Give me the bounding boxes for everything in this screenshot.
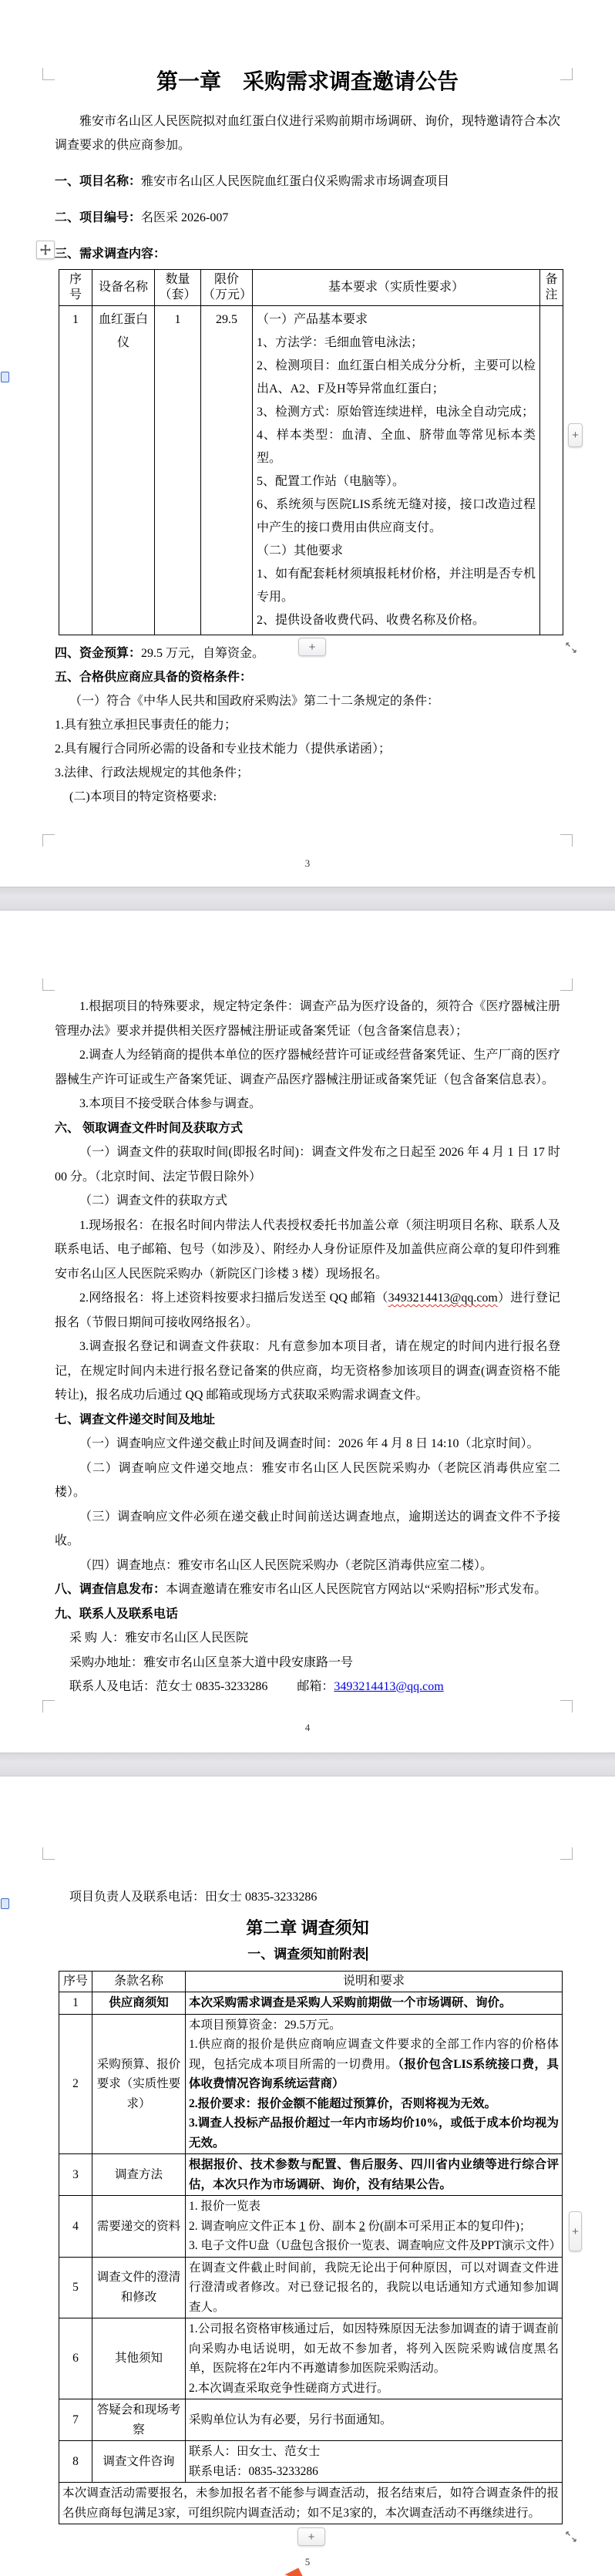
consult-contact: 联系人：田女士、范女士 (189, 2445, 321, 2458)
project-number-line (55, 206, 560, 230)
section6-item1: （一）调查文件的获取时间(即报名时间)：调查文件发布之日起至 2026 年 4 月 1 日 17 时 00 分。（北京时间、法定节假日除外） (55, 1146, 560, 1184)
cell-clause: 供应商须知 (92, 1992, 186, 2015)
buyer-line: 采 购 人：雅安市名山区人民医院 (69, 1631, 249, 1645)
header-qty: 数量（套） (155, 270, 201, 306)
cell-description (186, 2318, 563, 2399)
cell-seq: 1 (59, 306, 92, 635)
table-resize-handle[interactable] (563, 2529, 579, 2544)
table-row (59, 2441, 563, 2483)
cell-description: 在调查文件截止时间前，我院无论出于何种原因，可以对调查文件进行澄清或者修改。对已登记报名的，我院以电话通知方式通知参加调查人。 (186, 2257, 563, 2318)
header-clause: 条款名称 (92, 1972, 186, 1992)
qq-email-text: 3493214413@qq.com (388, 1291, 498, 1305)
resize-icon (565, 2531, 577, 2543)
condition-a2: 2.具有履行合同所必需的设备和专业技术能力（提供承诺函）； (55, 742, 392, 756)
insert-column-button[interactable] (569, 2211, 582, 2251)
header-price: 限价（万元） (201, 270, 253, 306)
budget-value: 29.5 万元，自筹资金。 (141, 647, 265, 660)
cell-clause: 其他须知 (92, 2318, 186, 2399)
condition-b: (二)本项目的特定资格要求: (69, 790, 217, 803)
cell-seq: 1 (59, 1992, 92, 2015)
requirement-line: 4、样本类型：血清、全血、脐带血等常见标本类型。 (257, 429, 536, 465)
onsite-registration: 1.现场报名：在报名时间内带法人代表授权委托书加盖公章（须注明项目名称、联系人及联系电话、电子邮箱、包号（如涉及）、附经办人身份证原件及加盖供应商公章的复印件到雅安市名山区人民医院采购办（新院区门诊楼 3 楼）现场报名。 (55, 1218, 560, 1281)
insert-row-button[interactable] (298, 638, 326, 656)
condition-a: （一）符合《中华人民共和国政府采购法》第二十二条规定的条件： (69, 695, 440, 708)
page-number: 3 (304, 857, 311, 869)
condition-a3: 3.法律、行政法规规定的其他条件； (55, 766, 250, 780)
table-row (59, 1992, 563, 2015)
contact-line: 联系人及电话：范女士 0835-3233286 邮箱：3493214413@qq.com (69, 1680, 444, 1693)
condition-a1: 1.具有独立承担民事责任的能力； (55, 719, 237, 732)
price-rule-1: 1.供应商的报价是供应商响应调查文件要求的全部工作内容的价格体现，包括完成本项目所需的一切费用。（报价包含LIS系统接口费，具体收费情况咨询系统运营商） (189, 2038, 559, 2090)
crop-mark (560, 1700, 573, 1712)
page-1 (0, 0, 615, 887)
table-row (59, 2399, 563, 2441)
section7-item3: （三）调查响应文件必须在递交截止时间前送达调查地点，逾期送达的调查文件不予接收。 (55, 1510, 560, 1547)
special-condition-2: 2.调查人为经销商的提供本单位的医疗器械经营许可证或经营备案凭证、生产厂商的医疗器械生产许可证或生产备案凭证、调查产品医疗器械注册证或备案凭证（包含备案信息表）。 (55, 1049, 560, 1086)
page-2 (0, 911, 615, 1753)
crop-mark (560, 1847, 573, 1860)
header-description: 说明和要求 (186, 1972, 563, 1992)
project-leader-line: 项目负责人及联系电话：田女士 0835-3233286 (69, 1891, 318, 1904)
cell-seq: 6 (59, 2318, 92, 2399)
margin-bookmark-icon[interactable] (1, 1898, 9, 1909)
special-condition-3: 3.本项目不接受联合体参与调查。 (79, 1097, 262, 1110)
cell-requirements (253, 306, 540, 635)
cell-clause: 调查文件咨询 (92, 2441, 186, 2483)
crop-mark (560, 834, 573, 847)
pre-table-subtitle: 一、调查须知前附表 (55, 1945, 560, 1965)
cell-description: 根据报价、技术参数与配置、售后服务、四川省内业绩等进行综合评估，本次只作为市场调研、询价，没有结果公告。 (186, 2154, 563, 2196)
table-row (59, 306, 563, 635)
table-row (59, 2257, 563, 2318)
table-header-row (59, 1972, 563, 1992)
project-name-label: 一、项目名称： (55, 175, 142, 188)
requirement-line: 1、方法学：毛细血管电泳法； (257, 336, 424, 349)
header-device: 设备名称 (92, 270, 155, 306)
header-seq: 序号 (59, 1972, 92, 1992)
email-link[interactable]: 3493214413@qq.com (334, 1680, 444, 1693)
notice-table (59, 1971, 563, 2524)
requirements-table (59, 269, 563, 635)
section7-item2: （二）调查响应文件递交地点：雅安市名山区人民医院采购办（老院区消毒供应室二楼）。 (55, 1461, 560, 1499)
text-cursor (366, 1947, 368, 1961)
cell-clause: 调查文件的澄清和修改 (92, 2257, 186, 2318)
cell-seq: 5 (59, 2257, 92, 2318)
other-note-1: 1.公司报名资格审核通过后，如因特殊原因无法参加调查的请于调查前向采购办电话说明，如无故不参加者，将列入医院采购诚信度黑名单，医院将在2年内不再邀请参加医院采购活动。 (189, 2322, 559, 2375)
cell-clause: 调查方法 (92, 2154, 186, 2196)
crop-mark (42, 978, 55, 991)
header-seq: 序号 (59, 270, 92, 306)
submit-doc-2: 2. 调查响应文件正本 1 份、副本 2 份(副本可采用正本的复印件)； (189, 2219, 532, 2233)
cell-seq: 8 (59, 2441, 92, 2483)
cell-clause: 需要递交的资料 (92, 2196, 186, 2258)
table-row (59, 2196, 563, 2258)
section7-item4: （四）调查地点：雅安市名山区人民医院采购办（老院区消毒供应室二楼）。 (79, 1558, 493, 1572)
section6-heading: 六、 领取调查文件时间及获取方式 (55, 1121, 244, 1135)
price-rule-2: 2.报价要求：报价金额不能超过预算价，否则将视为无效。 (189, 2096, 497, 2110)
special-condition-1: 1.根据项目的特殊要求，规定特定条件：调查产品为医疗设备的，须符合《医疗器械注册管理办法》要求并提供相关医疗器械注册证或备案凭证（包含备案信息表）； (55, 1000, 560, 1038)
page-number: 4 (304, 1722, 311, 1733)
cell-qty: 1 (155, 306, 201, 635)
intro-paragraph: 雅安市名山区人民医院拟对血红蛋白仪进行采购前期市场调研、询价，现特邀请符合本次调查要求的供应商参加。 (55, 115, 561, 152)
registration-note: 3.调查报名登记和调查文件获取：凡有意参加本项目者，请在规定的时间内进行报名登记，在规定时间内未进行报名登记备案的供应商，均无资格参加该项目的调查(调查资格不能转让)，报名成功后通过 QQ 邮箱或现场方式获取采购需求调查文件。 (55, 1340, 560, 1402)
table-move-handle[interactable] (36, 241, 55, 259)
cell-description: 采购单位认为有必要，另行书面通知。 (186, 2399, 563, 2441)
submit-doc-3: 3. 电子文件U盘（U盘包含报价一览表、调查响应文件及PPT演示文件） (189, 2239, 562, 2252)
cell-description (186, 2196, 563, 2258)
address-line: 采购办地址：雅安市名山区皇茶大道中段安康路一号 (69, 1655, 354, 1669)
table-resize-handle[interactable] (563, 640, 579, 655)
plus-icon: + (572, 429, 579, 442)
section6-item2: （二）调查文件的获取方式 (79, 1194, 228, 1207)
project-number-value: 名医采 2026-007 (141, 211, 229, 224)
requirement-line: 5、配置工作站（电脑等）。 (257, 475, 405, 488)
table-row (59, 2014, 563, 2154)
section8-line: 八、调查信息发布：本调查邀请在雅安市名山区人民医院官方网站以“采购招标”形式发布。 (55, 1583, 547, 1596)
table-row (59, 2318, 563, 2399)
requirement-line: 2、提供设备收费代码、收费名称及价格。 (257, 614, 486, 627)
cell-seq: 4 (59, 2196, 92, 2258)
crop-mark (42, 834, 55, 847)
cell-seq: 7 (59, 2399, 92, 2441)
insert-row-button[interactable] (297, 2527, 325, 2546)
plus-icon: + (308, 640, 316, 654)
cell-description (186, 2014, 563, 2154)
requirement-line: 3、检测方式：原始管连续进样，电泳全自动完成； (257, 406, 535, 419)
other-note-2: 2.本次调查采取竞争性磋商方式进行。 (189, 2381, 389, 2395)
page-3 (0, 1776, 615, 2576)
requirement-line: 1、如有配套耗材须填报耗材价格，并注明是否专机专用。 (257, 567, 536, 604)
budget-note: 本项目预算资金：29.5万元。 (189, 2018, 341, 2032)
page-gap (0, 1753, 615, 1776)
consult-phone: 联系电话：0835-3233286 (189, 2464, 318, 2478)
insert-column-button[interactable] (568, 423, 583, 447)
cell-seq: 3 (59, 2154, 92, 2196)
crop-mark (42, 1700, 55, 1712)
registration-footnote: 本次调查活动需要报名，未参加报名者不能参与调查活动，报名结束后，如符合调查条件的报名供应商每包满足3家，可组织院内调查活动；如不足3家的，本次调查活动不再继续进行。 (59, 2483, 563, 2524)
survey-content-heading: 三、需求调查内容： (55, 242, 560, 266)
table-footer-row (59, 2483, 563, 2524)
qualification-heading: 五、合格供应商应具备的资格条件： (55, 671, 253, 684)
margin-bookmark-icon[interactable] (1, 372, 9, 382)
price-rule-3: 3.调查人投标产品报价超过一年内市场均价10%，或低于成本价均视为无效。 (189, 2116, 559, 2150)
resize-icon (565, 641, 577, 654)
cell-remark (540, 306, 563, 635)
cell-description: 本次采购需求调查是采购人采购前期做一个市场调研、询价。 (186, 1992, 563, 2015)
cell-description (186, 2441, 563, 2483)
plus-icon: + (572, 2224, 579, 2238)
project-name-value: 雅安市名山区人民医院血红蛋白仪采购需求市场调查项目 (141, 175, 450, 188)
section7-heading: 七、调查文件递交时间及地址 (55, 1413, 216, 1426)
plus-icon: + (308, 2530, 315, 2544)
crop-mark (560, 68, 573, 80)
requirement-line: （一）产品基本要求 (257, 313, 368, 326)
cell-clause: 采购预算、报价要求（实质性要求） (92, 2014, 186, 2154)
table-header-row (59, 270, 563, 306)
requirement-line: 2、检测项目：血红蛋白相关成分分析，主要可以检出A、A2、F及H等异常血红蛋白； (257, 359, 536, 396)
cell-price: 29.5 (201, 306, 253, 635)
cell-clause: 答疑会和现场考察 (92, 2399, 186, 2441)
section9-heading: 九、联系人及联系电话 (55, 1607, 179, 1621)
cell-seq: 2 (59, 2014, 92, 2154)
section7-item1: （一）调查响应文件递交截止时间及调查时间：2026 年 4 月 8 日 14:10（北京时间）。 (79, 1437, 539, 1450)
crop-mark (560, 978, 573, 991)
page-gap (0, 887, 615, 911)
chapter2-title: 第二章 调查须知 (246, 1918, 369, 1938)
chapter1-title: 第一章 采购需求调查邀请公告 (156, 70, 459, 94)
move-icon (40, 244, 51, 255)
notice-table-wrap (59, 1971, 579, 2544)
crop-mark (42, 68, 55, 80)
page-number: 5 (304, 2556, 311, 2568)
table-row (59, 2154, 563, 2196)
crop-mark (42, 1847, 55, 1860)
submit-doc-1: 1. 报价一览表 (189, 2200, 261, 2213)
email-label: 邮箱： (297, 1680, 334, 1693)
header-remark: 备注 (540, 270, 563, 306)
project-name-line (55, 170, 560, 194)
project-number-label: 二、项目编号： (55, 211, 142, 224)
header-requirements: 基本要求（实质性要求） (253, 270, 540, 306)
section8-label: 八、调查信息发布： (55, 1583, 166, 1596)
budget-label: 四、资金预算： (55, 647, 142, 660)
online-registration: 2.网络报名：将上述资料按要求扫描后发送至 QQ 邮箱（3493214413@qq.com）进行登记报名（节假日期间可接收网络报名）。 (55, 1291, 560, 1329)
cell-device: 血红蛋白仪 (92, 306, 155, 635)
requirement-line: （二）其他要求 (257, 544, 344, 557)
requirement-line: 6、系统须与医院LIS系统无缝对接，接口改造过程中产生的接口费用由供应商支付。 (257, 498, 536, 534)
